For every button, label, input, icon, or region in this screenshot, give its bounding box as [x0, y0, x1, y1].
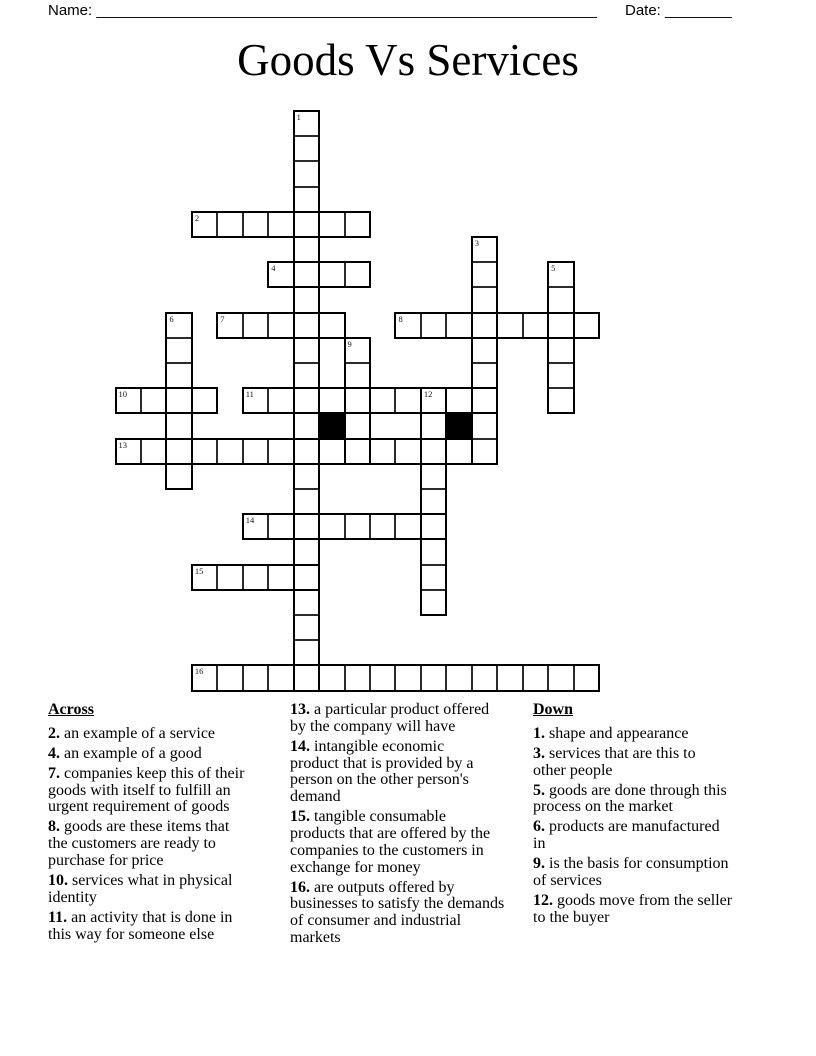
- clue-across-4: [48, 746, 244, 763]
- crossword-cell[interactable]: [421, 565, 446, 590]
- clue-line: 13. a particular product offered: [290, 701, 490, 718]
- crossword-cell[interactable]: [294, 413, 319, 438]
- crossword-cell[interactable]: [472, 388, 497, 413]
- clues-column-down: [533, 702, 732, 930]
- date-row: [625, 2, 732, 20]
- clue-across-2: [48, 726, 244, 743]
- clue-line: the customers are ready to: [48, 835, 216, 853]
- crossword-cell[interactable]: [523, 313, 548, 338]
- clue-down-12: [533, 893, 732, 927]
- black-cell: [446, 413, 471, 438]
- grid-clue-number: 16: [194, 666, 204, 677]
- date-label: Date:: [625, 2, 661, 19]
- clue-number: 12.: [533, 891, 553, 909]
- crossword-cell[interactable]: [345, 338, 370, 363]
- crossword-cell[interactable]: [294, 262, 319, 287]
- crossword-cell[interactable]: [345, 514, 370, 539]
- page-title: Goods Vs Services: [237, 35, 579, 85]
- grid-clue-number: 7: [220, 313, 225, 324]
- crossword-cell[interactable]: [217, 665, 242, 690]
- crossword-cell[interactable]: [294, 287, 319, 312]
- clues-column-across: [48, 702, 244, 946]
- clue-line: person on the other person's: [290, 771, 469, 789]
- clue-number: 5.: [533, 781, 545, 799]
- clue-across-8: [48, 819, 244, 869]
- clue-number: 14.: [290, 737, 310, 755]
- date-blank-line[interactable]: ________: [665, 2, 732, 19]
- clue-line: 6. products are manufactured: [533, 818, 720, 836]
- grid-clue-number: 15: [194, 565, 204, 576]
- crossword-cell[interactable]: [166, 439, 191, 464]
- clue-number: 11.: [48, 908, 68, 926]
- crossword-cell[interactable]: [294, 363, 319, 388]
- clue-line: identity: [48, 888, 97, 906]
- crossword-cell[interactable]: [217, 313, 242, 338]
- crossword-cell[interactable]: [217, 565, 242, 590]
- clue-line: to the buyer: [533, 908, 610, 926]
- clue-line: exchange for money: [290, 858, 421, 876]
- clue-line: demand: [290, 788, 341, 806]
- crossword-cell[interactable]: [574, 313, 599, 338]
- crossword-cell[interactable]: [166, 388, 191, 413]
- crossword-cell[interactable]: [294, 111, 319, 136]
- clue-across-10: [48, 873, 244, 907]
- crossword-cell[interactable]: [192, 665, 217, 690]
- clue-number: 10.: [48, 871, 68, 889]
- crossword-cell[interactable]: [446, 665, 471, 690]
- crossword-cell[interactable]: [166, 313, 191, 338]
- grid-clue-number: 5: [551, 263, 556, 274]
- crossword-cell[interactable]: [345, 439, 370, 464]
- clue-number: 7.: [48, 764, 60, 782]
- clue-line: goods with itself to fulfill an: [48, 781, 231, 799]
- crossword-cell[interactable]: [243, 212, 268, 237]
- grid-clue-number: 3: [474, 238, 480, 248]
- crossword-cell[interactable]: [548, 313, 573, 338]
- crossword-cell[interactable]: [243, 439, 268, 464]
- crossword-cell[interactable]: [319, 262, 344, 287]
- clue-across-7: [48, 766, 244, 816]
- grid-clue-number: 6: [169, 313, 174, 324]
- crossword-cell[interactable]: [294, 514, 319, 539]
- crossword-cell[interactable]: [319, 212, 344, 237]
- crossword-cell[interactable]: [294, 136, 319, 161]
- clue-line: companies to the customers in: [290, 841, 484, 859]
- crossword-cell[interactable]: [345, 413, 370, 438]
- crossword-cell[interactable]: [294, 388, 319, 413]
- crossword-cell[interactable]: [345, 262, 370, 287]
- crossword-cell[interactable]: [472, 439, 497, 464]
- grid-clue-number: 4: [271, 263, 276, 274]
- crossword-cell[interactable]: [294, 237, 319, 262]
- crossword-cell[interactable]: [395, 665, 420, 690]
- clue-across-continued-13: [290, 702, 504, 736]
- crossword-cell[interactable]: [116, 439, 141, 464]
- grid-clue-number: 1: [296, 112, 301, 122]
- clue-number: 3.: [533, 744, 545, 762]
- crossword-cell[interactable]: [472, 413, 497, 438]
- crossword-cell[interactable]: [166, 413, 191, 438]
- crossword-cell[interactable]: [574, 665, 599, 690]
- crossword-cell[interactable]: [268, 313, 293, 338]
- crossword-cell[interactable]: [370, 439, 395, 464]
- crossword-cell[interactable]: [294, 313, 319, 338]
- crossword-cell[interactable]: [294, 338, 319, 363]
- crossword-cell[interactable]: [421, 464, 446, 489]
- crossword-cell[interactable]: [294, 539, 319, 564]
- crossword-cell[interactable]: [472, 287, 497, 312]
- clue-line: 8. goods are these items that: [48, 818, 230, 836]
- clue-number: 16.: [290, 878, 310, 896]
- crossword-cell[interactable]: [548, 338, 573, 363]
- crossword-cell[interactable]: [421, 514, 446, 539]
- clue-line: product that is provided by a: [290, 754, 474, 772]
- crossword-cell[interactable]: [395, 514, 420, 539]
- crossword-cell[interactable]: [421, 413, 446, 438]
- crossword-cell[interactable]: [548, 287, 573, 312]
- crossword-cell[interactable]: [217, 212, 242, 237]
- crossword-cell[interactable]: [472, 237, 497, 262]
- grid-clue-number: 14: [245, 515, 255, 526]
- clue-line: 16. are outputs offered by: [290, 878, 455, 896]
- clue-number: 9.: [533, 855, 545, 873]
- crossword-cell[interactable]: [166, 338, 191, 363]
- grid-clue-number: 9: [347, 338, 352, 349]
- crossword-cell[interactable]: [446, 439, 471, 464]
- grid-clue-number: 13: [118, 439, 127, 450]
- crossword-cell[interactable]: [268, 262, 293, 287]
- crossword-cell[interactable]: [268, 439, 293, 464]
- crossword-cell[interactable]: [116, 388, 141, 413]
- crossword-cell[interactable]: [446, 388, 471, 413]
- clue-line: 10. services what in physical: [48, 871, 233, 889]
- crossword-cell[interactable]: [141, 439, 166, 464]
- crossword-cell[interactable]: [421, 590, 446, 615]
- crossword-cell[interactable]: [268, 514, 293, 539]
- crossword-cell[interactable]: [319, 388, 344, 413]
- crossword-cell[interactable]: [446, 313, 471, 338]
- clue-across-11: [48, 910, 244, 944]
- clues-heading-across: Across: [48, 701, 94, 718]
- clue-line: 5. goods are done through this: [533, 781, 727, 799]
- clue-number: 6.: [533, 818, 545, 836]
- clue-number: 4.: [48, 744, 60, 762]
- crossword-cell[interactable]: [294, 590, 319, 615]
- grid-clue-number: 8: [398, 313, 403, 324]
- crossword-cell[interactable]: [294, 439, 319, 464]
- crossword-cell[interactable]: [217, 439, 242, 464]
- crossword-cell[interactable]: [497, 665, 522, 690]
- crossword-cell[interactable]: [294, 161, 319, 186]
- clue-across-continued-16: [290, 880, 504, 947]
- clue-line: this way for someone else: [48, 925, 215, 943]
- clue-line: 11. an activity that is done in: [48, 908, 233, 926]
- clue-down-5: [533, 783, 732, 817]
- crossword-cell[interactable]: [243, 665, 268, 690]
- crossword-cell[interactable]: [294, 187, 319, 212]
- crossword-cell[interactable]: [421, 539, 446, 564]
- crossword-cell[interactable]: [395, 313, 420, 338]
- clue-line: 2. an example of a service: [48, 724, 216, 742]
- crossword-cell[interactable]: [192, 439, 217, 464]
- clue-down-1: [533, 726, 732, 743]
- crossword-cell[interactable]: [548, 665, 573, 690]
- clue-line: of services: [533, 871, 602, 889]
- name-row: [48, 2, 597, 20]
- crossword-cell[interactable]: [192, 388, 217, 413]
- clue-line: 1. shape and appearance: [533, 724, 689, 742]
- clue-across-continued-15: [290, 809, 504, 876]
- crossword-cell[interactable]: [370, 665, 395, 690]
- crossword-cell[interactable]: [421, 489, 446, 514]
- clue-number: 15.: [290, 808, 310, 826]
- name-blank-line[interactable]: ____________________________________________________________: [96, 2, 597, 19]
- crossword-cell[interactable]: [472, 313, 497, 338]
- crossword-cell[interactable]: [243, 313, 268, 338]
- clue-line: 4. an example of a good: [48, 744, 202, 762]
- clue-line: 12. goods move from the seller: [533, 891, 733, 909]
- crossword-cell[interactable]: [319, 439, 344, 464]
- black-cell: [319, 413, 344, 438]
- clue-down-9: [533, 856, 732, 890]
- clue-line: 7. companies keep this of their: [48, 764, 245, 782]
- grid-clue-number: 11: [245, 389, 254, 400]
- clue-line: 9. is the basis for consumption: [533, 855, 729, 873]
- clue-line: process on the market: [533, 798, 673, 816]
- grid-clue-number: 10: [118, 389, 127, 400]
- clue-number: 2.: [48, 724, 60, 742]
- crossword-cell[interactable]: [523, 665, 548, 690]
- clue-across-continued-14: [290, 739, 504, 806]
- crossword-cell[interactable]: [294, 665, 319, 690]
- clue-line: of consumer and industrial: [290, 912, 462, 930]
- crossword-cell[interactable]: [268, 565, 293, 590]
- crossword-cell[interactable]: [345, 363, 370, 388]
- clues-heading-down: Down: [533, 701, 574, 718]
- crossword-cell[interactable]: [345, 388, 370, 413]
- clues-column-across-continued: [290, 702, 504, 950]
- crossword-cell[interactable]: [192, 565, 217, 590]
- crossword-cell[interactable]: [395, 439, 420, 464]
- crossword-cell[interactable]: [395, 388, 420, 413]
- crossword-cell[interactable]: [319, 313, 344, 338]
- name-label: Name:: [48, 2, 93, 19]
- clue-down-3: [533, 746, 732, 780]
- clue-line: 15. tangible consumable: [290, 808, 446, 826]
- crossword-cell[interactable]: [472, 262, 497, 287]
- crossword-cell[interactable]: [166, 464, 191, 489]
- clue-line: products that are offered by the: [290, 824, 491, 842]
- crossword-cell[interactable]: [548, 388, 573, 413]
- crossword-cell[interactable]: [472, 665, 497, 690]
- crossword-cell[interactable]: [268, 212, 293, 237]
- clue-number: 1.: [533, 724, 545, 742]
- crossword-cell[interactable]: [294, 640, 319, 665]
- crossword-cell[interactable]: [294, 489, 319, 514]
- grid-clue-number: 12: [423, 389, 433, 400]
- crossword-cell[interactable]: [294, 615, 319, 640]
- clue-number: 8.: [48, 818, 60, 836]
- clue-line: by the company will have: [290, 717, 456, 735]
- crossword-cell[interactable]: [294, 464, 319, 489]
- crossword-cell[interactable]: [472, 363, 497, 388]
- grid-clue-number: 2: [194, 212, 200, 223]
- crossword-cell[interactable]: [141, 388, 166, 413]
- crossword-cell[interactable]: [268, 388, 293, 413]
- crossword-cell[interactable]: [294, 212, 319, 237]
- crossword-cell[interactable]: [370, 514, 395, 539]
- crossword-cell[interactable]: [472, 338, 497, 363]
- crossword-cell[interactable]: [548, 363, 573, 388]
- crossword-cell[interactable]: [497, 313, 522, 338]
- clue-line: markets: [290, 928, 341, 946]
- crossword-cell[interactable]: [192, 212, 217, 237]
- crossword-cell[interactable]: [421, 665, 446, 690]
- crossword-cell[interactable]: [166, 363, 191, 388]
- clue-line: purchase for price: [48, 851, 164, 869]
- crossword-cell[interactable]: [421, 313, 446, 338]
- crossword-grid: [116, 111, 600, 691]
- crossword-cell[interactable]: [345, 212, 370, 237]
- crossword-cell[interactable]: [345, 665, 370, 690]
- crossword-cell[interactable]: [243, 388, 268, 413]
- crossword-cell[interactable]: [294, 565, 319, 590]
- crossword-cell[interactable]: [319, 514, 344, 539]
- clue-number: 13.: [290, 701, 310, 718]
- clue-line: 3. services that are this to: [533, 744, 696, 762]
- crossword-cell[interactable]: [319, 665, 344, 690]
- crossword-cell[interactable]: [370, 388, 395, 413]
- crossword-cell[interactable]: [421, 439, 446, 464]
- clue-line: businesses to satisfy the demands: [290, 895, 505, 913]
- crossword-cell[interactable]: [548, 262, 573, 287]
- clue-line: 14. intangible economic: [290, 737, 445, 755]
- crossword-cell[interactable]: [243, 514, 268, 539]
- crossword-cell[interactable]: [243, 565, 268, 590]
- clue-line: other people: [533, 761, 613, 779]
- crossword-cell[interactable]: [268, 665, 293, 690]
- clue-down-6: [533, 819, 732, 853]
- clue-line: urgent requirement of goods: [48, 798, 230, 816]
- crossword-cell[interactable]: [421, 388, 446, 413]
- clue-line: in: [533, 835, 546, 853]
